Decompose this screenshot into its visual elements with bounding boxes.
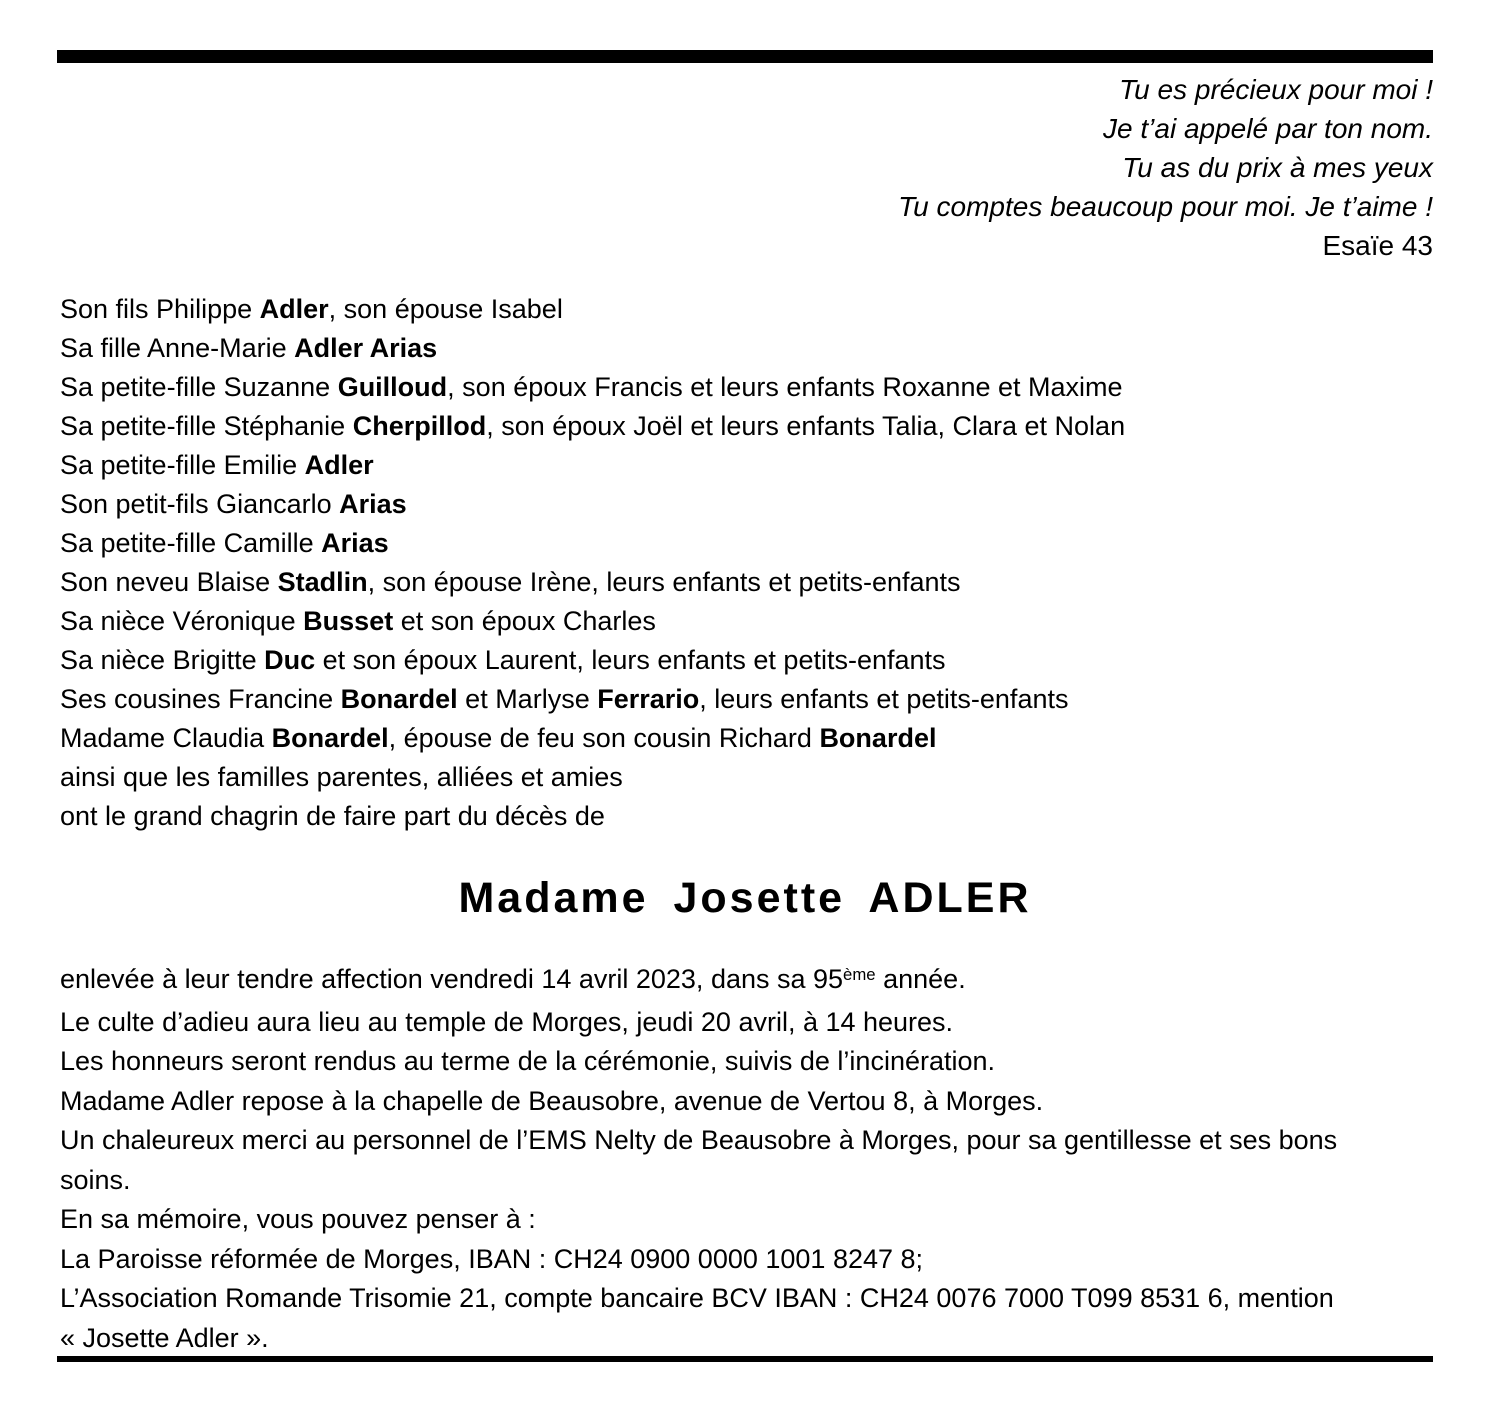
announcement-line: enlevée à leur tendre affection vendredi 14 avril 2023, dans sa 95ème année. <box>60 964 966 994</box>
announcement-line: Un chaleureux merci au personnel de l’EMS Nelty de Beausobre à Morges, pour sa gentillesse et ses bons <box>60 1125 1338 1155</box>
family-line: Son neveu Blaise Stadlin, son épouse Irène, leurs enfants et petits-enfants <box>60 567 961 597</box>
announcement-line: Madame Adler repose à la chapelle de Beausobre, avenue de Vertou 8, à Morges. <box>60 1085 1044 1116</box>
family-line: Sa petite-fille Camille Arias <box>60 528 389 558</box>
announcement-line: soins. <box>60 1164 131 1195</box>
family-list <box>60 290 1125 836</box>
family-line: Son fils Philippe Adler, son épouse Isabel <box>60 294 563 324</box>
epigraph <box>898 70 1433 265</box>
epigraph-attribution: Esaïe 43 <box>1322 230 1433 261</box>
announcement-line: En sa mémoire, vous pouvez penser à : <box>60 1204 536 1234</box>
family-line: Sa petite-fille Suzanne Guilloud, son époux Francis et leurs enfants Roxanne et Maxime <box>60 372 1123 402</box>
deceased-name-title: Madame Josette ADLER <box>458 874 1032 922</box>
epigraph-line: Tu as du prix à mes yeux <box>1122 152 1433 183</box>
family-line: Sa nièce Brigitte Duc et son époux Laurent, leurs enfants et petits-enfants <box>60 645 946 675</box>
family-line: ont le grand chagrin de faire part du décès de <box>60 801 605 831</box>
family-line: Ses cousines Francine Bonardel et Marlyse Ferrario, leurs enfants et petits-enfants <box>60 684 1069 714</box>
family-line: Sa fille Anne-Marie Adler Arias <box>60 333 438 363</box>
family-line: Madame Claudia Bonardel, épouse de feu son cousin Richard Bonardel <box>60 723 937 753</box>
announcement-body <box>60 960 1337 1358</box>
epigraph-line: Tu comptes beaucoup pour moi. Je t’aime ! <box>898 191 1433 222</box>
family-line: Son petit-fils Giancarlo Arias <box>60 489 407 519</box>
announcement-line: La Paroisse réformée de Morges, IBAN : CH24 0900 0000 1001 8247 8; <box>60 1243 924 1274</box>
epigraph-lines <box>898 70 1433 226</box>
family-line: ainsi que les familles parentes, alliées et amies <box>60 762 623 792</box>
announcement-line: L’Association Romande Trisomie 21, compte bancaire BCV IBAN : CH24 0076 7000 T099 8531 6, mention <box>60 1283 1334 1313</box>
announcement-line: Les honneurs seront rendus au terme de la cérémonie, suivis de l’incinération. <box>60 1046 996 1076</box>
bottom-rule <box>57 1356 1433 1362</box>
epigraph-line: Tu es précieux pour moi ! <box>1119 74 1433 105</box>
family-line: Sa petite-fille Stéphanie Cherpillod, son époux Joël et leurs enfants Talia, Clara et Nolan <box>60 411 1126 441</box>
announcement-line: « Josette Adler ». <box>60 1322 269 1353</box>
family-line: Sa petite-fille Emilie Adler <box>60 450 374 480</box>
top-rule <box>57 50 1433 63</box>
announcement-line: Le culte d’adieu aura lieu au temple de Morges, jeudi 20 avril, à 14 heures. <box>60 1006 954 1037</box>
family-line: Sa nièce Véronique Busset et son époux Charles <box>60 606 656 636</box>
epigraph-line: Je t’ai appelé par ton nom. <box>1103 113 1433 144</box>
